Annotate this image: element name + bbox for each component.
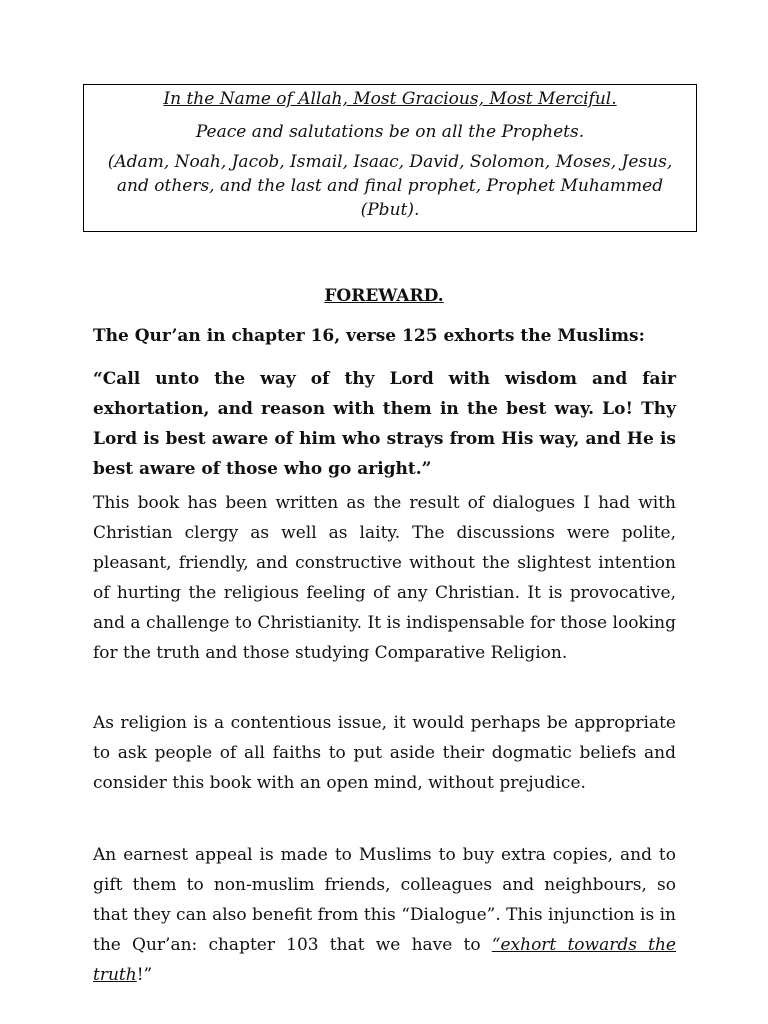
paragraph-open-mind: As religion is a contentious issue, it would perhaps be appropriate to ask people of all faiths to put aside their dogmatic beliefs and consider this book with an open mind, without prejudice. — [93, 713, 676, 793]
invocation-box — [83, 84, 697, 232]
quran-quote: “Call unto the way of thy Lord with wisdom and fair exhortation, and reason with them in the best way. Lo! Thy Lord is best aware of him who strays from His way, and He is best aware of those who go aright.” — [93, 369, 676, 479]
invocation-line: In the Name of Allah, Most Gracious, Most Merciful. — [163, 89, 617, 109]
prophets-list: (Adam, Noah, Jacob, Ismail, Isaac, David, Solomon, Moses, Jesus, and others, and the last and final prophet, Prophet Muhammed (Pbut). — [107, 152, 673, 220]
paragraph-appeal — [93, 840, 676, 990]
paragraph-purpose: This book has been written as the result of dialogues I had with Christian clergy as well as laity. The discussions were polite, pleasant, friendly, and constructive without the slightest intention of hurting the religious feeling of any Christian. It is provocative, and a challenge to Christianity. It is indispensable for those looking for the truth and those studying Comparative Religion. — [93, 493, 676, 663]
page-title: FOREWARD. — [324, 286, 444, 306]
quran-reference: The Qur’an in chapter 16, verse 125 exhorts the Muslims: — [93, 326, 645, 346]
exhort-emphasis: “exhort towards the truth — [93, 935, 676, 985]
appeal-text: An earnest appeal is made to Muslims to buy extra copies, and to gift them to non-muslim friends, colleagues and neighbours, so that they can also benefit from this “Dialogue”. This injunction is in the Qur’an: chapter 103 that we have to — [93, 845, 676, 955]
salutation-line: Peace and salutations be on all the Prophets. — [195, 122, 585, 142]
appeal-ending: !” — [136, 965, 153, 985]
